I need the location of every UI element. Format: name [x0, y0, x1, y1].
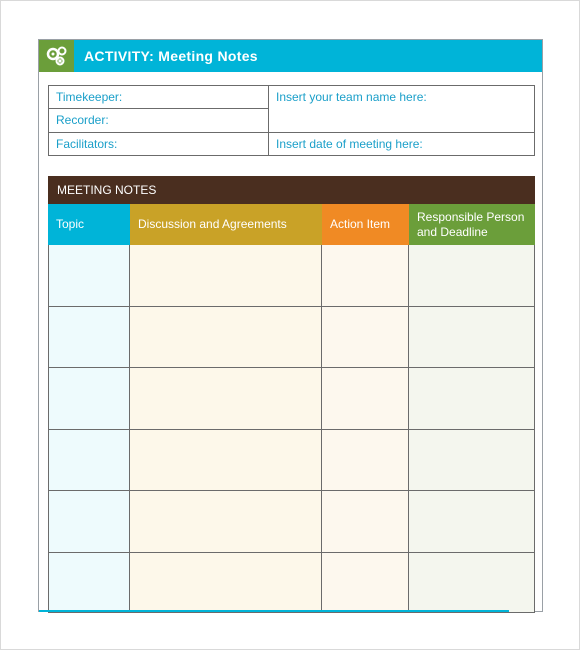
notes-cell-action-item[interactable] — [322, 430, 409, 492]
meeting-info-table — [48, 85, 535, 156]
column-header-responsible: Responsible Person and Deadline — [409, 204, 535, 245]
notes-cell-action-item[interactable] — [322, 491, 409, 553]
column-header-discussion: Discussion and Agreements — [130, 204, 322, 245]
notes-cell-discussion[interactable] — [130, 368, 322, 430]
notes-cell-topic[interactable] — [49, 430, 130, 492]
document-page — [38, 39, 543, 612]
meeting-date-field[interactable]: Insert date of meeting here: — [276, 137, 423, 151]
notes-cell-discussion[interactable] — [130, 553, 322, 614]
activity-header — [39, 40, 542, 72]
notes-cell-responsible[interactable] — [409, 245, 535, 307]
notes-cell-topic[interactable] — [49, 307, 130, 369]
notes-cell-topic[interactable] — [49, 245, 130, 307]
notes-cell-action-item[interactable] — [322, 307, 409, 369]
bottom-accent-bar — [39, 610, 509, 612]
notes-cell-action-item[interactable] — [322, 368, 409, 430]
notes-cell-discussion[interactable] — [130, 430, 322, 492]
recorder-field[interactable]: Recorder: — [56, 113, 109, 127]
notes-cell-responsible[interactable] — [409, 307, 535, 369]
notes-cell-topic[interactable] — [49, 368, 130, 430]
page-title: ACTIVITY: Meeting Notes — [84, 48, 258, 64]
team-name-field[interactable]: Insert your team name here: — [276, 90, 427, 104]
notes-cell-topic[interactable] — [49, 553, 130, 614]
notes-cell-responsible[interactable] — [409, 368, 535, 430]
notes-cell-discussion[interactable] — [130, 307, 322, 369]
notes-cell-discussion[interactable] — [130, 245, 322, 307]
column-header-action-item: Action Item — [322, 204, 409, 245]
notes-cell-action-item[interactable] — [322, 245, 409, 307]
notes-cell-responsible[interactable] — [409, 430, 535, 492]
notes-cell-discussion[interactable] — [130, 491, 322, 553]
notes-cell-responsible[interactable] — [409, 491, 535, 553]
timekeeper-field[interactable]: Timekeeper: — [56, 90, 123, 104]
meeting-notes-heading: MEETING NOTES — [48, 176, 535, 204]
column-header-topic: Topic — [48, 204, 130, 245]
notes-cell-responsible[interactable] — [409, 553, 535, 614]
gears-icon — [39, 40, 74, 72]
facilitators-field[interactable]: Facilitators: — [56, 137, 118, 151]
notes-cell-action-item[interactable] — [322, 553, 409, 614]
notes-cell-topic[interactable] — [49, 491, 130, 553]
